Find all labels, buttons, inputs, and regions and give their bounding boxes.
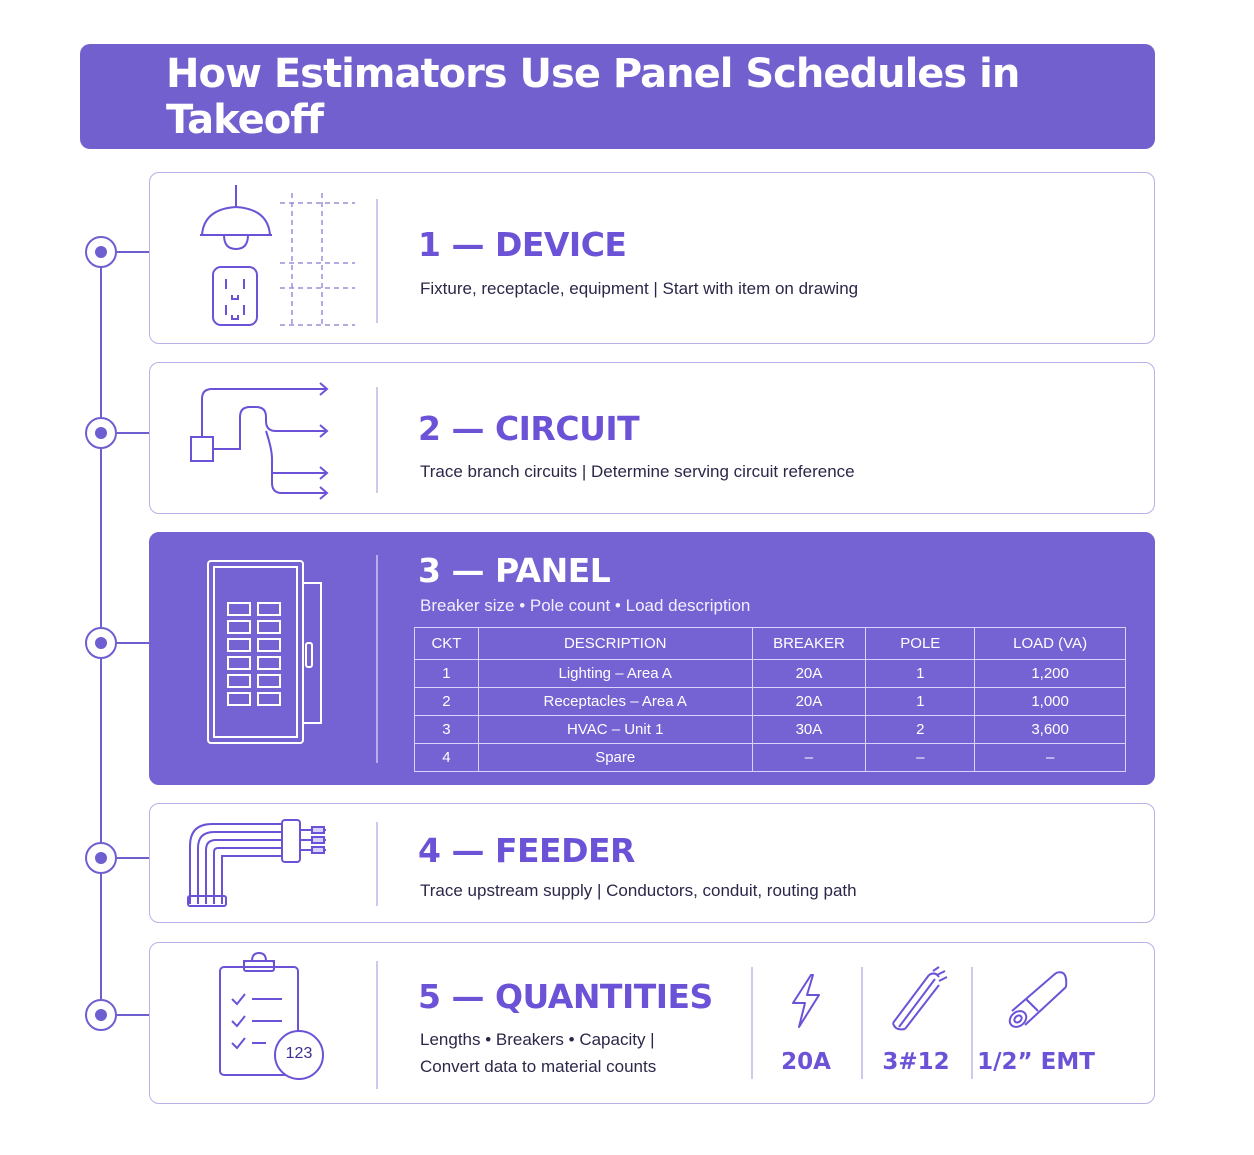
table-row [415,744,1126,772]
table-cell: 2 [866,716,975,744]
table-cell: 1,200 [975,660,1126,688]
table-cell: Spare [478,744,752,772]
table-cell: 1,000 [975,688,1126,716]
step-title: 1 — DEVICE [418,225,627,264]
step-description: Breaker size • Pole count • Load description [420,596,751,615]
page-title: How Estimators Use Panel Schedules in Takeoff [166,50,1020,143]
wire-bundle-icon [885,965,949,1031]
column-header: LOAD (VA) [975,628,1126,660]
timeline-connector-4 [117,857,150,859]
column-header: CKT [415,628,479,660]
step-card-panel [149,532,1155,785]
card-divider [376,199,378,323]
table-row [415,660,1126,688]
step-description: Fixture, receptacle, equipment | Start with item on drawing [420,279,859,298]
step-title: 3 — PANEL [418,551,611,590]
step-card-quantities [149,942,1155,1104]
quantity-divider [971,967,973,1079]
quantity-label: 3#12 [882,1049,950,1075]
table-cell: 30A [752,716,866,744]
table-cell: 20A [752,688,866,716]
branch-circuit-icon [180,363,370,513]
column-header: DESCRIPTION [478,628,752,660]
quantity-divider [751,967,753,1079]
quantity-divider [861,967,863,1079]
step-description: Lengths • Breakers • Capacity | [420,1030,655,1049]
step-description: Trace branch circuits | Determine serving circuit reference [420,462,855,481]
table-cell: – [752,744,866,772]
table-cell: 1 [415,660,479,688]
timeline-node-2 [85,417,117,449]
step-title: 4 — FEEDER [418,831,635,870]
light-fixture-and-receptacle-icon [180,173,370,343]
conduit-pipe-icon [1002,965,1076,1031]
table-cell: HVAC – Unit 1 [478,716,752,744]
step-card-feeder [149,803,1155,923]
count-badge: 123 [285,1045,313,1062]
table-row [415,716,1126,744]
table-cell: 4 [415,744,479,772]
timeline-connector-3 [117,642,150,644]
table-cell: 3,600 [975,716,1126,744]
table-cell: 20A [752,660,866,688]
panel-schedule-table [414,627,1126,772]
column-header: BREAKER [752,628,866,660]
step-card-circuit [149,362,1155,514]
timeline-node-1 [85,236,117,268]
step-description: Convert data to material counts [420,1057,657,1076]
table-cell: 1 [866,688,975,716]
timeline-connector-1 [117,251,150,253]
step-title: 2 — CIRCUIT [418,409,640,448]
table-cell: – [866,744,975,772]
card-divider [376,555,378,763]
lightning-bolt-icon [775,971,835,1031]
title-bar [80,44,1155,149]
column-header: POLE [866,628,975,660]
step-card-device [149,172,1155,344]
table-cell: – [975,744,1126,772]
timeline-connector-5 [117,1014,150,1016]
clipboard-checklist-icon [180,943,370,1103]
table-row [415,688,1126,716]
feeder-conductors-icon [180,804,370,922]
table-cell: 3 [415,716,479,744]
timeline-connector-2 [117,432,150,434]
card-divider [376,822,378,906]
card-divider [376,387,378,493]
timeline-node-4 [85,842,117,874]
card-divider [376,961,378,1089]
timeline-node-5 [85,999,117,1031]
step-description: Trace upstream supply | Conductors, conduit, routing path [420,881,857,900]
table-cell: 1 [866,660,975,688]
table-cell: 2 [415,688,479,716]
quantity-label: 1/2” EMT [977,1049,1095,1075]
timeline-node-3 [85,627,117,659]
table-header-row [415,628,1126,660]
table-cell: Lighting – Area A [478,660,752,688]
panelboard-icon [180,533,370,784]
quantity-label: 20A [781,1049,831,1075]
step-title: 5 — QUANTITIES [418,977,713,1016]
table-cell: Receptacles – Area A [478,688,752,716]
